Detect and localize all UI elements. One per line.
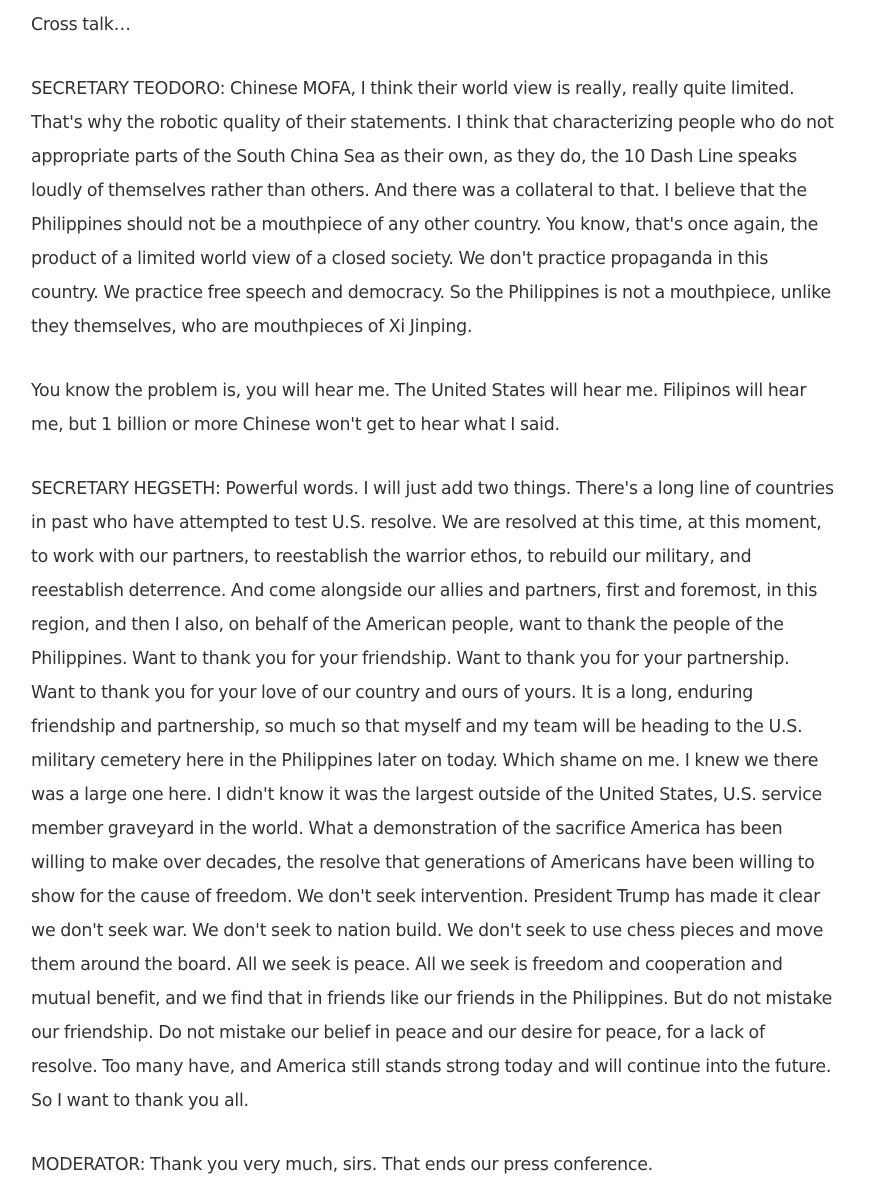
transcript-body [31, 8, 836, 1182]
moderator-closing: MODERATOR: Thank you very much, sirs. That ends our press conference. [31, 1155, 653, 1175]
hegseth-statement: SECRETARY HEGSETH: Powerful words. I will just add two things. There's a long line of countries in past who have attempted to test U.S. resolve. We are resolved at this time, at this moment, to work with our partners, to reestablish the warrior ethos, to rebuild our military, and reestablish deterrence. And come alongside our allies and partners, first and foremost, in this region, and then I also, on behalf of the American people, want to thank the people of the Philippines. Want to thank you for your friendship. Want to thank you for your partnership. Want to thank you for your love of our country and ours of yours. It is a long, enduring friendship and partnership, so much so that myself and my team will be heading to the U.S. military cemetery here in the Philippines later on today. Which shame on me. I knew we there was a large one here. I didn't know it was the largest outside of the United States, U.S. service member graveyard in the world. What a demonstration of the sacrifice America has been willing to make over decades, the resolve that generations of Americans have been willing to show for the cause of freedom. We don't seek intervention. President Trump has made it clear we don't seek war. We don't seek to nation build. We don't seek to use chess pieces and move them around the board. All we seek is peace. All we seek is freedom and cooperation and mutual benefit, and we find that in friends like our friends in the Philippines. But do not mistake our friendship. Do not mistake our belief in peace and our desire for peace, for a lack of resolve. Too many have, and America still stands strong today and will continue into the future. So I want to thank you all. [31, 479, 834, 1111]
crosstalk-note: Cross talk… [31, 15, 131, 35]
teodoro-statement: SECRETARY TEODORO: Chinese MOFA, I think their world view is really, really quite limited. That's why the robotic quality of their statements. I think that characterizing people who do not appropriate parts of the South China Sea as their own, as they do, the 10 Dash Line speaks loudly of themselves rather than others. And there was a collateral to that. I believe that the Philippines should not be a mouthpiece of any other country. You know, that's once again, the product of a limited world view of a closed society. We don't practice propaganda in this country. We practice free speech and democracy. So the Philippines is not a mouthpiece, unlike they themselves, who are mouthpieces of Xi Jinping. [31, 79, 834, 337]
teodoro-statement-continued: You know the problem is, you will hear me. The United States will hear me. Filipinos will hear me, but 1 billion or more Chinese won't get to hear what I said. [31, 381, 807, 435]
